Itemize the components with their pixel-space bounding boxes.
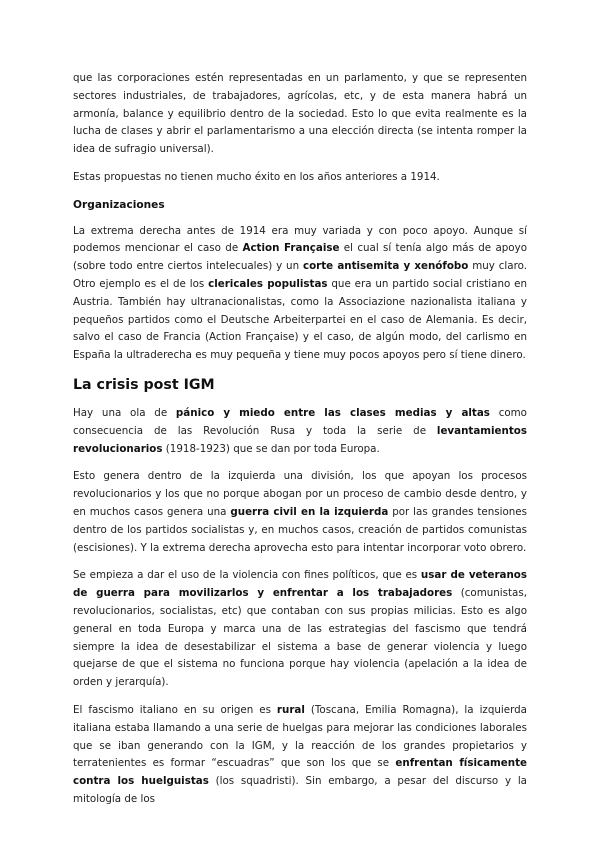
bold-text-segment: enfrentan físicamente contra los huelguistas [73,757,527,788]
document-page [73,70,527,819]
text-segment: como consecuencia de las Revolución Rusa y toda la serie de [73,406,527,437]
text-segment: La extrema derecha antes de 1914 era muy variada y con poco apoyo. Aunque sí podemos mencionar el caso de [73,224,527,255]
paragraph-violencia [73,567,527,692]
bold-text-segment: usar de veteranos de guerra para movilizarlos y enfrentar a los trabajadores [73,569,528,600]
section-heading-crisis: La crisis post IGM [73,376,215,393]
bold-text-segment: levantamientos revolucionarios [73,424,527,455]
paragraph-extrema-derecha [73,223,527,365]
paragraph-division-izquierda [73,468,527,557]
subheading-organizaciones: Organizaciones [73,198,165,211]
paragraph-propuestas [73,169,527,187]
paragraph-panico [73,405,527,458]
bold-text-segment: corte antisemita y xenófobo [302,260,469,273]
text-segment: que las corporaciones estén representadas en un parlamento, y que se representen sectores industriales, de trabajadores, agrícolas, etc, y de esta manera habrá un armonía, balance y equilibrio dentro de la sociedad. Esto lo que evita realmente es la lucha de clases y abrir el parlamentarismo a una elección directa (se intenta romper la idea de sufragio universal). [73,72,527,156]
text-segment: (Toscana, Emilia Romagna), la izquierda italiana estaba llamando a una serie de huelgas para mejorar las condiciones laborales que se iban generando con la IGM, y la reacción de los grandes propietarios y terratenientes es formar “escuadras” que son los que se [73,703,527,770]
text-segment: Hay una ola de [73,406,176,419]
text-segment: Estas propuestas no tienen mucho éxito en los años anteriores a 1914. [73,170,440,183]
bold-text-segment: Action Française [242,242,340,255]
text-segment: Se empieza a dar el uso de la violencia con fines políticos, que es [73,569,421,582]
bold-text-segment: rural [276,703,305,716]
text-segment: Esto genera dentro de la izquierda una división, los que apoyan los procesos revolucionarios y los que no porque abogan por un proceso de cambio desde dentro, y en muchos casos genera una [73,470,527,518]
paragraph-fascismo-italiano [73,702,527,809]
text-segment: que era un partido social cristiano en Austria. También hay ultranacionalistas, como la Associazione nazionalista italiana y pequeños partidos como el Deutsche Arbeiterpartei en el caso de Alemania. Es decir, salvo el caso de Francia (Action Française) y el caso, de algún modo, del carlismo en España la ultraderecha es muy pequeña y tiene muy pocos apoyos pero sí tiene dinero. [73,277,527,362]
bold-text-segment: pánico y miedo entre las clases medias y altas [175,406,490,419]
text-segment: (1918-1923) que se dan por toda Europa. [162,442,380,455]
bold-text-segment: clericales populistas [208,277,328,290]
text-segment: muy claro. Otro ejemplo es el de los [73,260,527,290]
text-segment: el cual sí tenía algo más de apoyo (sobre todo entre ciertos intelecuales) y un [73,242,527,273]
text-segment: El fascismo italiano en su origen es [73,703,277,716]
paragraph-corporaciones [73,70,527,159]
bold-text-segment: guerra civil en la izquierda [230,505,389,518]
text-segment: por las grandes tensiones dentro de los partidos socialistas y, en muchos casos, creación de partidos comunistas (escisiones). Y la extrema derecha aprovecha esto para intentar incorporar voto obrero. [73,505,527,554]
text-segment: (comunistas, revolucionarios, socialistas, etc) que contaban con sus propias milicias. Esto es algo general en toda Europa y marca una de las estrategias del fascismo que tendrá siempre la idea de desestabilizar el sistema a base de generar violencia y luego quejarse de que el sistema no funciona porque hay violencia (apelación a la idea de orden y jerarquía). [73,587,527,689]
text-segment: (los squadristi). Sin embargo, a pesar del discurso y la mitología de los [73,775,527,805]
